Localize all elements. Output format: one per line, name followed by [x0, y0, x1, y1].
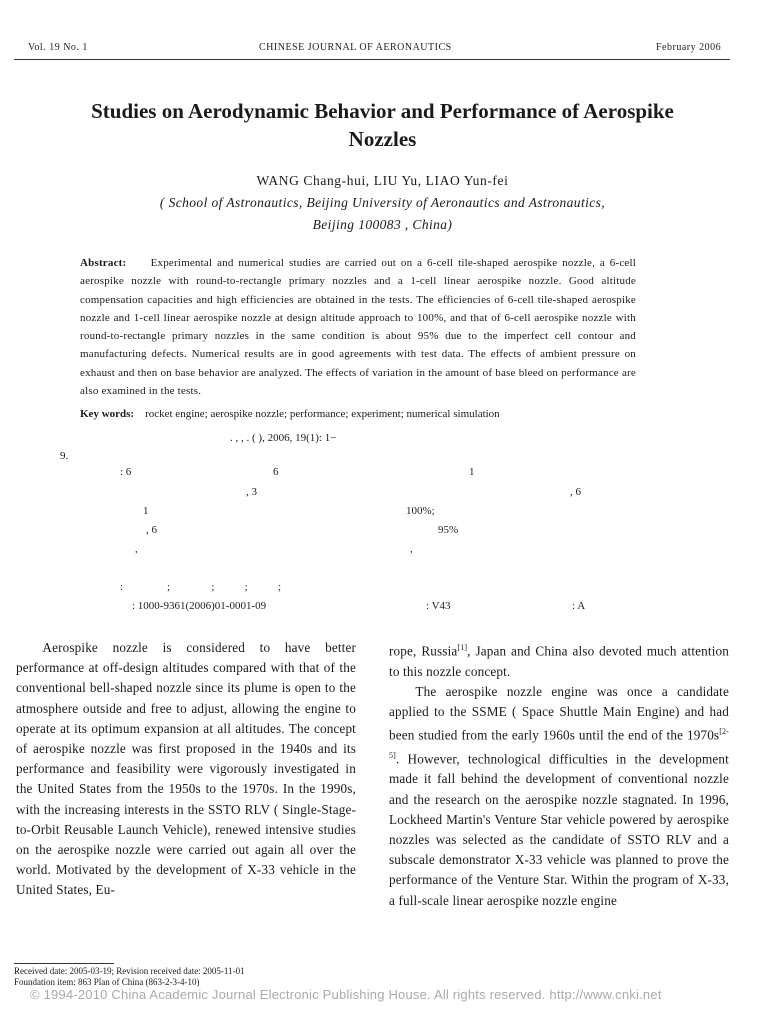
text-run: . However, technological difficulties in the development made it fall behind the development of conventional nozzle and the research on the aerospike nozzle stagnated. In 1996, Lockheed Martin's Venture Star vehicle powered by aerospike nozzles was selected as the candidate of SSTO RLV and a subscale demonstrator X-33 vehicle was planned to prove the performance of the Venture Star. Within the program of X-33, a full-scale linear aerospike nozzle engine [389, 751, 729, 908]
abstract [80, 254, 636, 400]
cn-fragment: , 6 [570, 486, 581, 498]
text-run: The aerospike nozzle engine was once a candidate applied to the SSME ( Space Shuttle Main Engine) and had been studied from the early 1960s until the end of the 1970s [389, 683, 729, 743]
article-id: : 1000-9361(2006)01-0001-09 [132, 600, 267, 612]
footnote [14, 966, 245, 988]
affiliation-line-1: ( School of Astronautics, Beijing University of Aeronautics and Astronautics, [159, 195, 606, 210]
body-paragraph [389, 638, 729, 682]
footnote-rule [14, 963, 114, 964]
text-run: , Japan and China also devoted much attention to this nozzle concept. [389, 643, 730, 679]
received-date: Received date: 2005-03-19; Revision received date: 2005-11-01 [14, 966, 245, 976]
citation-line-2: 9. [60, 450, 69, 462]
cn-fragment: 100%; [406, 505, 435, 517]
cn-fragment: , 3 [246, 486, 257, 498]
abstract-text: Experimental and numerical studies are carried out on a 6-cell tile-shaped aerospike nozzle, a 6-cell aerospike nozzle with round-to-rectangle primary nozzles and a 1-cell linear aerospike nozzle. Good altitude compensation capacities and high efficiencies are obtained in the tests. The efficiencies of 6-cell tile-shaped aerospike nozzle and 1-cell linear aerospike nozzle at design altitude approach to 100%, and that of 6-cell aerospike nozzle with round-to-rectangle primary nozzles in the same condition is about 95% due to the imperfect cell contour and manufacturing defects. Numerical results are in good agreements with test data. The effects of ambient pressure on exhaust and then on base behavior are analyzed. The effects of variation in the amount of base bleed on performance are also examined in the tests. [80, 257, 637, 398]
cn-keywords: : ; ; ; ; [120, 581, 282, 593]
affiliation [60, 192, 705, 236]
body-column-right [389, 638, 729, 911]
cn-fragment: , [410, 543, 413, 555]
paper-title: Studies on Aerodynamic Behavior and Performance of Aerospike Nozzles [91, 99, 674, 151]
reference-link[interactable]: [2-5] [389, 727, 729, 760]
body-paragraph [389, 682, 729, 911]
cn-fragment: 95% [438, 524, 459, 536]
copyright-watermark: © 1994-2010 China Academic Journal Electronic Publishing House. All rights reserved. http://www.cnki.net [30, 987, 662, 1002]
keywords-text: rocket engine; aerospike nozzle; performance; experiment; numerical simulation [145, 408, 500, 420]
abstract-label: Abstract: [80, 257, 127, 269]
clc-number: : V43 [426, 600, 451, 612]
document-code: : A [572, 600, 586, 612]
body-paragraph: Aerospike nozzle is considered to have better performance at off-design altitudes compared with that of the conventional bell-shaped nozzle since its plume is open to the atmosphere outside and free to adjust, allowing the engine to operate at its optimum expansion at all altitudes. The concept of aerospike nozzle was first proposed in the 1940s and its performance and feasibility were vigorously investigated in the United States from the 1950s to the 1970s. In the 1990s, with the increasing interests in the SSTO RLV ( Single-Stage-to-Orbit Reusable Launch Vehicle), renewed intensive studies on the aerospike nozzle were carried out again all over the world. Motivated by the development of X-33 vehicle in the United States, Eu- [16, 640, 356, 898]
keywords [80, 408, 500, 420]
keywords-label: Key words: [80, 408, 135, 420]
foundation-item: Foundation item: 863 Plan of China (863-2-3-4-10) [14, 977, 200, 987]
citation [60, 429, 680, 465]
cn-fragment: , [135, 543, 138, 555]
cn-fragment: , 6 [146, 524, 157, 536]
cn-fragment: 6 [273, 466, 279, 478]
header-rule [14, 59, 730, 60]
journal-date: February 2006 [656, 42, 722, 53]
author-list: WANG Chang-hui, LIU Yu, LIAO Yun-fei [256, 173, 509, 188]
cn-fragment: : 6 [120, 466, 132, 478]
cn-fragment: 1 [469, 466, 475, 478]
affiliation-line-2: Beijing 100083 , China) [312, 217, 453, 232]
citation-line-1: . , , . ( ), 2006, 19(1): 1− [230, 432, 337, 444]
journal-name: CHINESE JOURNAL OF AERONAUTICS [259, 42, 452, 53]
text-run: rope, Russia [389, 643, 458, 659]
reference-link[interactable]: [1] [457, 643, 468, 652]
body-column-left [16, 638, 356, 901]
cn-fragment: 1 [143, 505, 149, 517]
journal-volume: Vol. 19 No. 1 [28, 42, 88, 53]
